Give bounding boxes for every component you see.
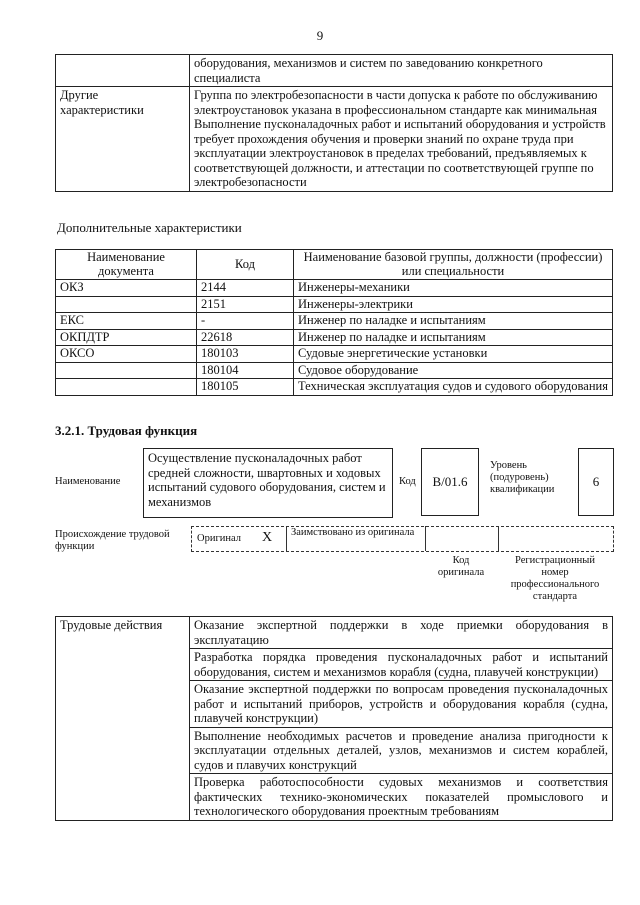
origin-label: Происхождение трудовой функции xyxy=(55,529,170,552)
table-row xyxy=(56,346,613,363)
other-characteristics-label: Другие характеристики xyxy=(56,87,190,192)
col-header-code: Код xyxy=(197,250,294,280)
original-label: Оригинал xyxy=(197,533,241,544)
additional-characteristics-table xyxy=(55,249,613,396)
cell-code: 180104 xyxy=(197,362,294,379)
cell-doc: ОКПДТР xyxy=(56,329,197,346)
action-item: Разработка порядка проведения пусконаладочных работ и испытаний оборудования, систем и механизмов корабля (судна, плавучей конструкции) xyxy=(190,649,613,681)
cell-name: Инженер по наладке и испытаниям xyxy=(294,313,613,330)
actions-label: Трудовые действия xyxy=(56,617,190,821)
divider xyxy=(425,526,426,551)
reg-number-label: Регистрационный номер профессионального стандарта xyxy=(510,555,600,602)
col-header-document: Наименование документа xyxy=(56,250,197,280)
divider xyxy=(498,526,499,551)
other-text-paragraph: Группа по электробезопасности в части допуска к работе по обслуживанию электроустановок указана в профессиональном стандарте как минимальная xyxy=(194,88,598,117)
original-mark: X xyxy=(262,530,273,545)
table-row xyxy=(56,280,613,297)
cell-code: 2151 xyxy=(197,296,294,313)
table-row xyxy=(56,362,613,379)
name-label: Наименование xyxy=(55,476,121,487)
page-number: 9 xyxy=(316,28,324,43)
col-header-name: Наименование базовой группы, должности (профессии) или специальности xyxy=(294,250,613,280)
empty-cell xyxy=(56,55,190,87)
cell-code: 180103 xyxy=(197,346,294,363)
cell-doc: ОКСО xyxy=(56,346,197,363)
cell-name: Техническая эксплуатация судов и судового оборудования xyxy=(294,379,613,396)
cell-name: Инженеры-механики xyxy=(294,280,613,297)
cell-doc xyxy=(56,362,197,379)
cell-code: 22618 xyxy=(197,329,294,346)
action-item: Оказание экспертной поддержки в ходе приемки оборудования в эксплуатацию xyxy=(190,617,613,649)
action-item: Выполнение необходимых расчетов и проведение анализа пригодности к эксплуатации отдельных деталей, узлов, механизмов и систем кораблей, судов и плавучих конструкций xyxy=(190,727,613,774)
cell-doc xyxy=(56,379,197,396)
cell-doc: ЕКС xyxy=(56,313,197,330)
cell-code: 180105 xyxy=(197,379,294,396)
level-label: Уровень (подуровень) квалификации xyxy=(490,460,555,495)
code-label: Код xyxy=(399,476,416,487)
other-text-paragraph: Выполнение пусконаладочных работ и испытаний оборудования и устройств требует прохождения обучения и проверки знаний по охране труда при эксплуатации электроустановок в пределах требований, предъявляемых к соответствующей должности, и аттестации по соответствующей группе по электробезопасности xyxy=(194,117,606,189)
divider xyxy=(286,526,287,551)
cell-code: 2144 xyxy=(197,280,294,297)
continuation-text: оборудования, механизмов и систем по заведованию конкретного специалиста xyxy=(190,55,613,87)
labor-actions-table xyxy=(55,616,613,821)
other-characteristics-text xyxy=(190,87,613,192)
cell-name: Судовое оборудование xyxy=(294,362,613,379)
code-original-label: Код оригинала xyxy=(437,555,485,578)
table-row xyxy=(56,379,613,396)
function-name-box: Осуществление пусконаладочных работ средней сложности, швартовных и ходовых испытаний судового оборудования, систем и механизмов xyxy=(143,448,393,518)
table-row xyxy=(56,313,613,330)
cell-doc xyxy=(56,296,197,313)
cell-doc: ОКЗ xyxy=(56,280,197,297)
additional-heading: Дополнительные характеристики xyxy=(57,220,242,235)
action-item: Проверка работоспособности судовых механизмов и соответствия фактических технико-экономических показателей промыслового и технологического оборудования проектным требованиям xyxy=(190,774,613,821)
borrowed-label: Заимствовано из оригинала xyxy=(291,527,415,538)
section-heading: 3.2.1. Трудовая функция xyxy=(55,423,198,438)
cell-name: Инженеры-электрики xyxy=(294,296,613,313)
table-row xyxy=(56,296,613,313)
cell-name: Инженер по наладке и испытаниям xyxy=(294,329,613,346)
action-item: Оказание экспертной поддержки по вопросам проведения пусконаладочных работ и испытаний приборов, устройств и оборудования корабля (судна, плавучей конструкции) xyxy=(190,681,613,728)
cell-code: - xyxy=(197,313,294,330)
top-characteristics-table xyxy=(55,54,613,192)
level-value-box: 6 xyxy=(578,448,614,516)
code-value-box: B/01.6 xyxy=(421,448,479,516)
cell-name: Судовые энергетические установки xyxy=(294,346,613,363)
table-row xyxy=(56,329,613,346)
